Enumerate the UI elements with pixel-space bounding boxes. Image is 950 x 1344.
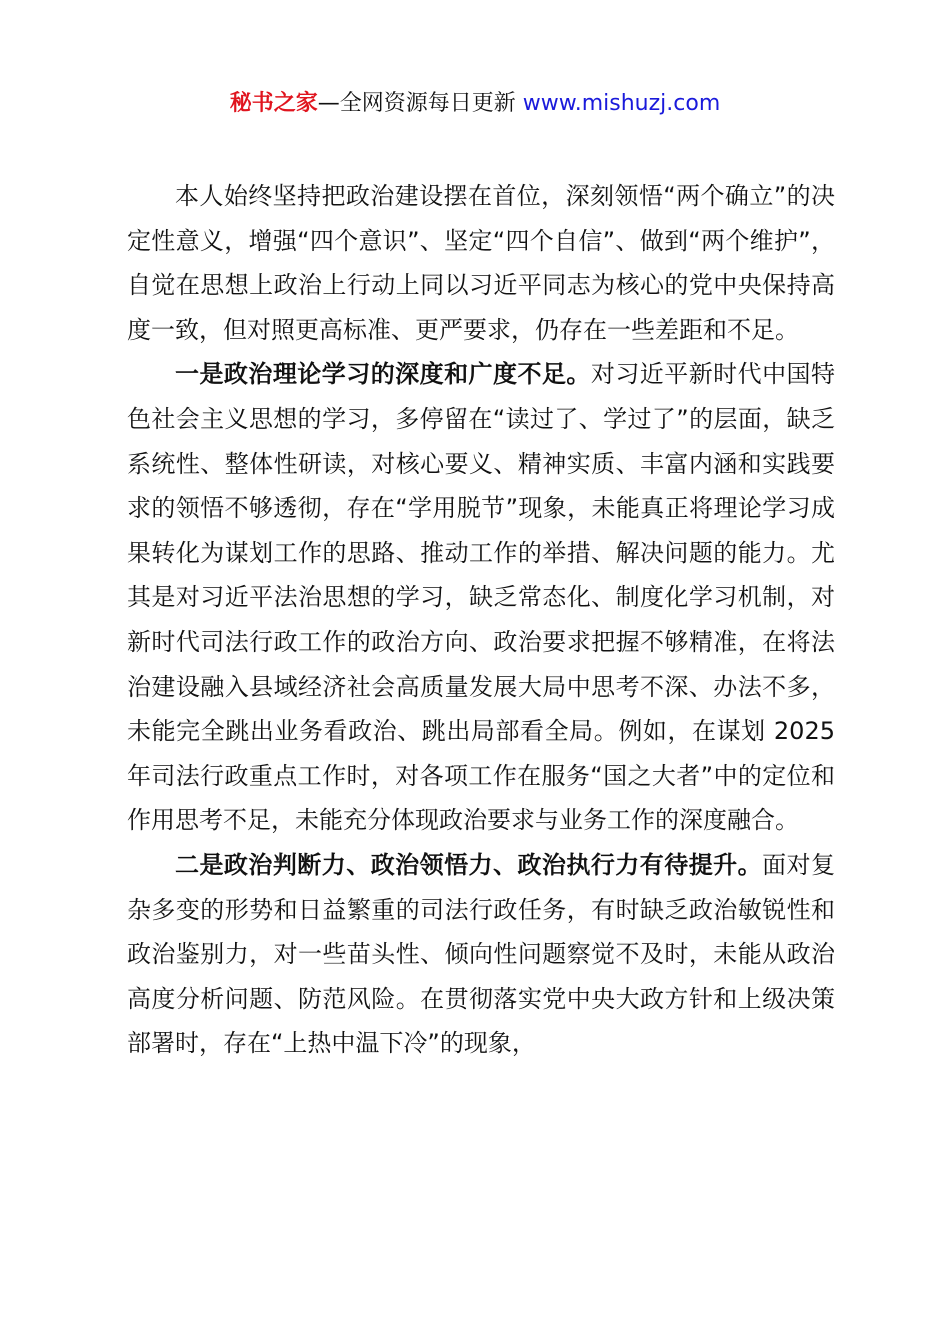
paragraph-text: 本人始终坚持把政治建设摆在首位，深刻领悟“两个确立”的决定性意义，增强“四个意识”、坚定“四个自信”、做到“两个维护”，自觉在思想上政治上行动上同以习近平同志为核心的党中央保持高度一致，但对照更高标准、更严要求，仍存在一些差距和不足。 [127, 182, 835, 344]
paragraph-text: 面对复杂多变的形势和日益繁重的司法行政任务，有时缺乏政治敏锐性和政治鉴别力，对一些苗头性、倾向性问题察觉不及时，未能从政治高度分析问题、防范风险。在贯彻落实党中央大政方针和上级决策部署时，存在“上热中温下冷”的现象， [127, 850, 836, 1058]
page-header [0, 86, 950, 122]
brand-name: 秘书之家 [229, 91, 318, 116]
document-body [127, 174, 835, 1066]
paragraph-text: 对习近平新时代中国特色社会主义思想的学习，多停留在“读过了、学过了”的层面，缺乏系统性、整体性研读，对核心要义、精神实质、丰富内涵和实践要求的领悟不够透彻，存在“学用脱节”现象，未能真正将理论学习成果转化为谋划工作的思路、推动工作的举措、解决问题的能力。尤其是对习近平法治思想的学习，缺乏常态化、制度化学习机制，对新时代司法行政工作的政治方向、政治要求把握不够精准，在将法治建设融入县域经济社会高质量发展大局中思考不深、办法不多，未能完全跳出业务看政治、跳出局部看全局。例如，在谋划 2025 年司法行政重点工作时，对各项工作在服务“国之大者”中的定位和作用思考不足，未能充分体现政治要求与业务工作的深度融合。 [127, 360, 836, 835]
paragraph-lead: 一是政治理论学习的深度和广度不足。 [175, 360, 591, 389]
site-url-link[interactable]: www.mishuzj.com [522, 91, 721, 116]
paragraph-point-two [127, 843, 835, 1066]
paragraph-point-one [127, 352, 835, 843]
header-tagline: —全网资源每日更新 [317, 91, 516, 116]
paragraph-lead: 二是政治判断力、政治领悟力、政治执行力有待提升。 [175, 850, 763, 879]
paragraph-intro [127, 174, 835, 352]
